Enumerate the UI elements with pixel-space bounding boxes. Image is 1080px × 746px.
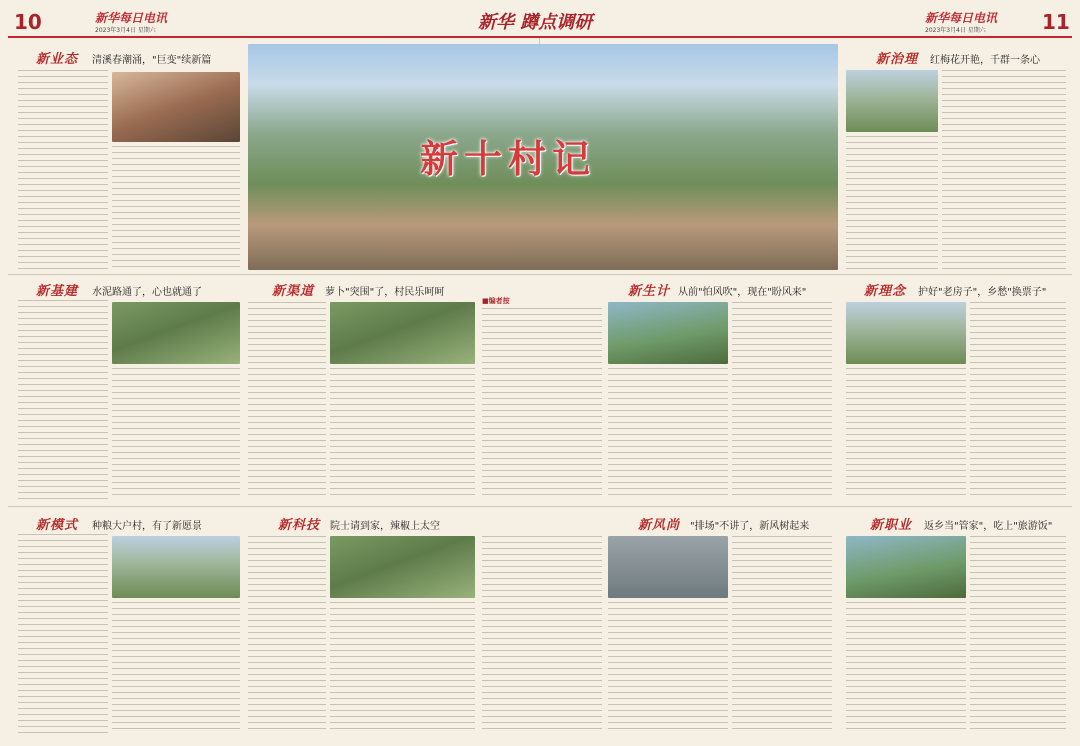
story-photo [330, 536, 475, 598]
story-body [846, 136, 938, 270]
story-body [112, 602, 240, 734]
story-body [112, 368, 240, 500]
story-body [608, 602, 728, 734]
story-body [482, 536, 602, 734]
hero-title: 新十村记 [420, 136, 597, 181]
story-photo [608, 536, 728, 598]
story-photo [112, 536, 240, 598]
story-photo [112, 302, 240, 364]
editor-note-body [482, 308, 602, 500]
story-tag: 新基建 [36, 284, 79, 299]
header-rule [8, 36, 1072, 38]
story-body [846, 602, 966, 734]
story-body [330, 368, 475, 500]
story-headline: 种粮大户村，有了新愿景 [92, 521, 202, 532]
story-body [942, 70, 1066, 270]
story-headline: 护好"老房子"，乡愁"换票子" [918, 287, 1047, 298]
story-body [18, 300, 108, 500]
right-date: 2023年3月4日 星期六 [925, 27, 986, 34]
story-photo [112, 72, 240, 142]
story-body [248, 536, 326, 734]
story-body [112, 146, 240, 270]
story-tag: 新职业 [870, 518, 913, 533]
story-photo [608, 302, 728, 364]
story-body [18, 70, 108, 270]
story-headline: 水泥路通了，心也就通了 [92, 287, 202, 298]
story-body [18, 534, 108, 734]
story-tag: 新风尚 [638, 518, 681, 533]
story-headline: "排场"不讲了，新风树起来 [690, 521, 810, 532]
section-title: 新华 蹲点调研 [478, 12, 593, 33]
story-headline: 院士请到家，辣椒上太空 [330, 521, 440, 532]
story-tag: 新渠道 [272, 284, 315, 299]
story-tag: 新科技 [278, 518, 321, 533]
story-body [846, 368, 966, 500]
story-body [970, 302, 1066, 500]
story-headline: 清溪春潮涌，"巨变"续新篇 [92, 55, 212, 66]
story-headline: 红梅花开艳，千群一条心 [930, 55, 1040, 66]
story-body [330, 602, 475, 734]
story-photo [846, 536, 966, 598]
story-body [970, 536, 1066, 734]
story-tag: 新生计 [628, 284, 671, 299]
story-body [608, 368, 728, 500]
left-page-number: 10 [14, 10, 42, 34]
story-headline: 返乡当"管家"，吃上"旅游饭" [924, 521, 1053, 532]
story-photo [846, 70, 938, 132]
editor-note-label: ■编者按 [482, 297, 510, 305]
story-body [248, 302, 326, 500]
story-tag: 新业态 [36, 52, 79, 67]
left-masthead: 新华每日电讯 [95, 11, 168, 25]
story-photo [330, 302, 475, 364]
story-headline: 萝卜"突围"了，村民乐呵呵 [325, 287, 445, 298]
story-tag: 新治理 [876, 52, 919, 67]
story-tag: 新理念 [864, 284, 907, 299]
story-body [732, 536, 832, 734]
story-photo [846, 302, 966, 364]
left-date: 2023年3月4日 星期六 [95, 27, 156, 34]
right-page-number: 11 [1042, 10, 1070, 34]
story-body [732, 302, 832, 500]
story-tag: 新模式 [36, 518, 79, 533]
right-masthead: 新华每日电讯 [925, 11, 998, 25]
story-headline: 从前"怕风吹"，现在"盼风来" [678, 287, 807, 298]
